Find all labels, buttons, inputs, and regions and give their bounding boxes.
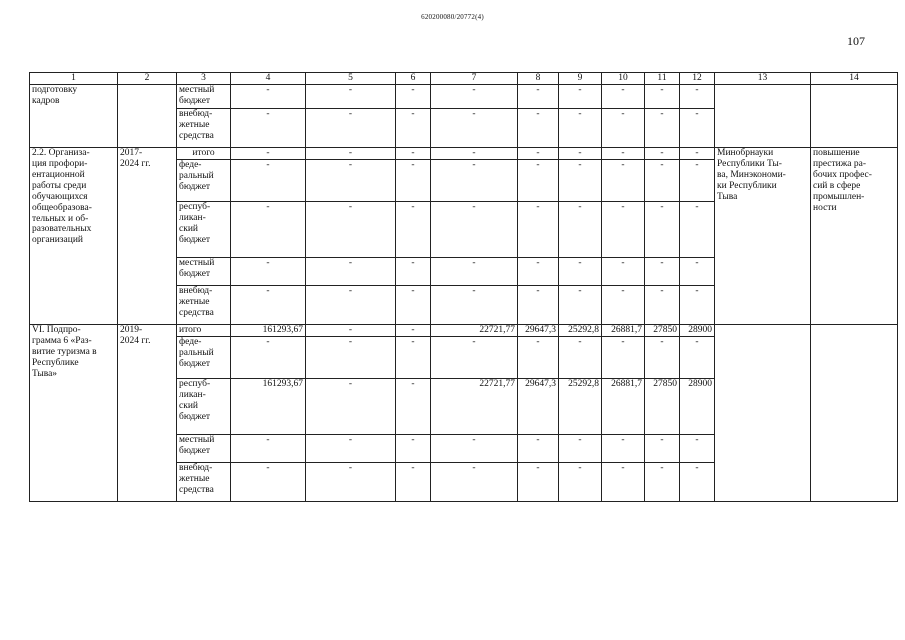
funding-value: - bbox=[602, 435, 645, 463]
funding-value: 161293,67 bbox=[231, 325, 306, 337]
funding-source: респуб- ликан- ский бюджет bbox=[177, 379, 231, 435]
funding-value: - bbox=[559, 202, 602, 258]
funding-value: - bbox=[645, 85, 680, 109]
funding-source: респуб- ликан- ский бюджет bbox=[177, 202, 231, 258]
funding-value: - bbox=[602, 463, 645, 502]
funding-value: - bbox=[680, 160, 715, 202]
funding-value: 26881,7 bbox=[602, 379, 645, 435]
funding-source: местный бюджет bbox=[177, 85, 231, 109]
funding-value: 25292,8 bbox=[559, 325, 602, 337]
column-header: 10 bbox=[602, 73, 645, 85]
funding-value: - bbox=[231, 160, 306, 202]
funding-value: - bbox=[559, 109, 602, 148]
column-header: 7 bbox=[431, 73, 518, 85]
funding-source: итого bbox=[177, 325, 231, 337]
funding-value: - bbox=[645, 435, 680, 463]
funding-value: - bbox=[431, 258, 518, 286]
responsible-executor bbox=[715, 85, 811, 148]
funding-value: - bbox=[559, 148, 602, 160]
funding-value: - bbox=[518, 337, 559, 379]
funding-value: 27850 bbox=[645, 379, 680, 435]
funding-value: - bbox=[396, 148, 431, 160]
responsible-executor bbox=[715, 325, 811, 502]
funding-value: - bbox=[306, 148, 396, 160]
funding-source: феде- ральный бюджет bbox=[177, 160, 231, 202]
column-header: 11 bbox=[645, 73, 680, 85]
responsible-executor: Минобрнауки Республики Ты- ва, Минэкономи- ки Республики Тыва bbox=[715, 148, 811, 325]
funding-value: - bbox=[518, 109, 559, 148]
expected-result bbox=[811, 325, 898, 502]
funding-value: - bbox=[518, 160, 559, 202]
funding-value: - bbox=[231, 463, 306, 502]
funding-value: - bbox=[680, 337, 715, 379]
funding-value: - bbox=[396, 160, 431, 202]
funding-value: - bbox=[559, 286, 602, 325]
funding-value: - bbox=[306, 379, 396, 435]
funding-value: - bbox=[645, 258, 680, 286]
funding-value: - bbox=[602, 337, 645, 379]
funding-value: - bbox=[396, 463, 431, 502]
funding-value: - bbox=[559, 85, 602, 109]
column-header: 1 bbox=[30, 73, 118, 85]
funding-value: - bbox=[306, 463, 396, 502]
funding-value: 28900 bbox=[680, 379, 715, 435]
funding-value: - bbox=[396, 286, 431, 325]
implementation-period: 2017- 2024 гг. bbox=[118, 148, 177, 325]
funding-value: - bbox=[431, 160, 518, 202]
funding-value: - bbox=[602, 286, 645, 325]
column-header: 14 bbox=[811, 73, 898, 85]
funding-value: - bbox=[431, 463, 518, 502]
funding-value: - bbox=[396, 85, 431, 109]
measure-name: 2.2. Организа- ция профори- ентационной работы среди обучающихся общеобразова- тельных и об- разовательных организаций bbox=[30, 148, 118, 325]
funding-value: - bbox=[602, 85, 645, 109]
funding-value: - bbox=[306, 160, 396, 202]
budget-table bbox=[29, 72, 898, 502]
column-header: 2 bbox=[118, 73, 177, 85]
funding-value: - bbox=[231, 286, 306, 325]
funding-value: - bbox=[396, 202, 431, 258]
funding-value: - bbox=[645, 286, 680, 325]
funding-value: - bbox=[231, 109, 306, 148]
measure-name: VI. Подпро- грамма 6 «Раз- витие туризма в Республике Тыва» bbox=[30, 325, 118, 502]
column-header: 8 bbox=[518, 73, 559, 85]
funding-value: - bbox=[306, 435, 396, 463]
expected-result: повышение престижа ра- бочих профес- сий в сфере промышлен- ности bbox=[811, 148, 898, 325]
funding-value: - bbox=[602, 109, 645, 148]
funding-value: - bbox=[306, 109, 396, 148]
funding-value: 29647,3 bbox=[518, 325, 559, 337]
funding-value: 25292,8 bbox=[559, 379, 602, 435]
column-header: 5 bbox=[306, 73, 396, 85]
funding-value: - bbox=[645, 109, 680, 148]
funding-value: - bbox=[645, 337, 680, 379]
funding-value: - bbox=[645, 160, 680, 202]
expected-result bbox=[811, 85, 898, 148]
funding-value: - bbox=[559, 258, 602, 286]
funding-source: местный бюджет bbox=[177, 435, 231, 463]
funding-value: - bbox=[518, 286, 559, 325]
funding-value: - bbox=[306, 286, 396, 325]
funding-value: - bbox=[602, 148, 645, 160]
funding-value: - bbox=[680, 202, 715, 258]
funding-value: - bbox=[396, 337, 431, 379]
funding-value: - bbox=[559, 463, 602, 502]
funding-value: - bbox=[231, 337, 306, 379]
funding-value: - bbox=[518, 148, 559, 160]
page-number: 107 bbox=[847, 34, 865, 48]
funding-value: - bbox=[431, 286, 518, 325]
funding-value: - bbox=[602, 202, 645, 258]
funding-value: - bbox=[396, 379, 431, 435]
funding-value: - bbox=[431, 109, 518, 148]
funding-value: - bbox=[306, 258, 396, 286]
implementation-period: 2019- 2024 гг. bbox=[118, 325, 177, 502]
funding-value: - bbox=[431, 148, 518, 160]
funding-value: - bbox=[680, 148, 715, 160]
funding-value: - bbox=[396, 325, 431, 337]
funding-value: 22721,77 bbox=[431, 325, 518, 337]
funding-value: - bbox=[231, 435, 306, 463]
column-header: 9 bbox=[559, 73, 602, 85]
funding-value: - bbox=[602, 160, 645, 202]
funding-value: - bbox=[645, 148, 680, 160]
funding-value: - bbox=[231, 148, 306, 160]
column-header: 12 bbox=[680, 73, 715, 85]
funding-value: 26881,7 bbox=[602, 325, 645, 337]
funding-source: внебюд- жетные средства bbox=[177, 286, 231, 325]
table-row bbox=[30, 325, 898, 337]
column-header-row bbox=[30, 73, 898, 85]
funding-value: - bbox=[306, 325, 396, 337]
funding-value: - bbox=[231, 258, 306, 286]
funding-value: - bbox=[680, 85, 715, 109]
funding-value: - bbox=[396, 435, 431, 463]
funding-source: феде- ральный бюджет bbox=[177, 337, 231, 379]
funding-value: - bbox=[645, 202, 680, 258]
column-header: 3 bbox=[177, 73, 231, 85]
funding-value: - bbox=[680, 286, 715, 325]
funding-value: - bbox=[306, 85, 396, 109]
funding-value: - bbox=[559, 160, 602, 202]
column-header: 13 bbox=[715, 73, 811, 85]
funding-value: - bbox=[559, 435, 602, 463]
funding-source: внебюд- жетные средства bbox=[177, 463, 231, 502]
measure-name: подготовку кадров bbox=[30, 85, 118, 148]
funding-source: местный бюджет bbox=[177, 258, 231, 286]
funding-value: - bbox=[231, 85, 306, 109]
funding-value: - bbox=[645, 463, 680, 502]
funding-value: - bbox=[680, 463, 715, 502]
funding-value: 29647,3 bbox=[518, 379, 559, 435]
funding-value: - bbox=[680, 109, 715, 148]
funding-value: - bbox=[431, 435, 518, 463]
funding-value: - bbox=[680, 435, 715, 463]
funding-source: итого bbox=[177, 148, 231, 160]
funding-value: 27850 bbox=[645, 325, 680, 337]
funding-value: - bbox=[518, 258, 559, 286]
funding-value: - bbox=[680, 258, 715, 286]
funding-value: - bbox=[518, 202, 559, 258]
funding-value: 28900 bbox=[680, 325, 715, 337]
table-row bbox=[30, 85, 898, 109]
funding-value: - bbox=[518, 463, 559, 502]
funding-value: - bbox=[431, 337, 518, 379]
funding-value: - bbox=[231, 202, 306, 258]
document-code: 620200080/20772(4) bbox=[421, 13, 484, 21]
funding-source: внебюд- жетные средства bbox=[177, 109, 231, 148]
funding-value: - bbox=[518, 435, 559, 463]
funding-value: - bbox=[431, 85, 518, 109]
funding-value: - bbox=[306, 337, 396, 379]
funding-value: - bbox=[518, 85, 559, 109]
funding-value: - bbox=[306, 202, 396, 258]
funding-value: - bbox=[431, 202, 518, 258]
funding-value: - bbox=[559, 337, 602, 379]
funding-value: 22721,77 bbox=[431, 379, 518, 435]
column-header: 6 bbox=[396, 73, 431, 85]
funding-value: - bbox=[396, 258, 431, 286]
funding-value: 161293,67 bbox=[231, 379, 306, 435]
table-row bbox=[30, 148, 898, 160]
funding-value: - bbox=[396, 109, 431, 148]
column-header: 4 bbox=[231, 73, 306, 85]
implementation-period bbox=[118, 85, 177, 148]
funding-value: - bbox=[602, 258, 645, 286]
